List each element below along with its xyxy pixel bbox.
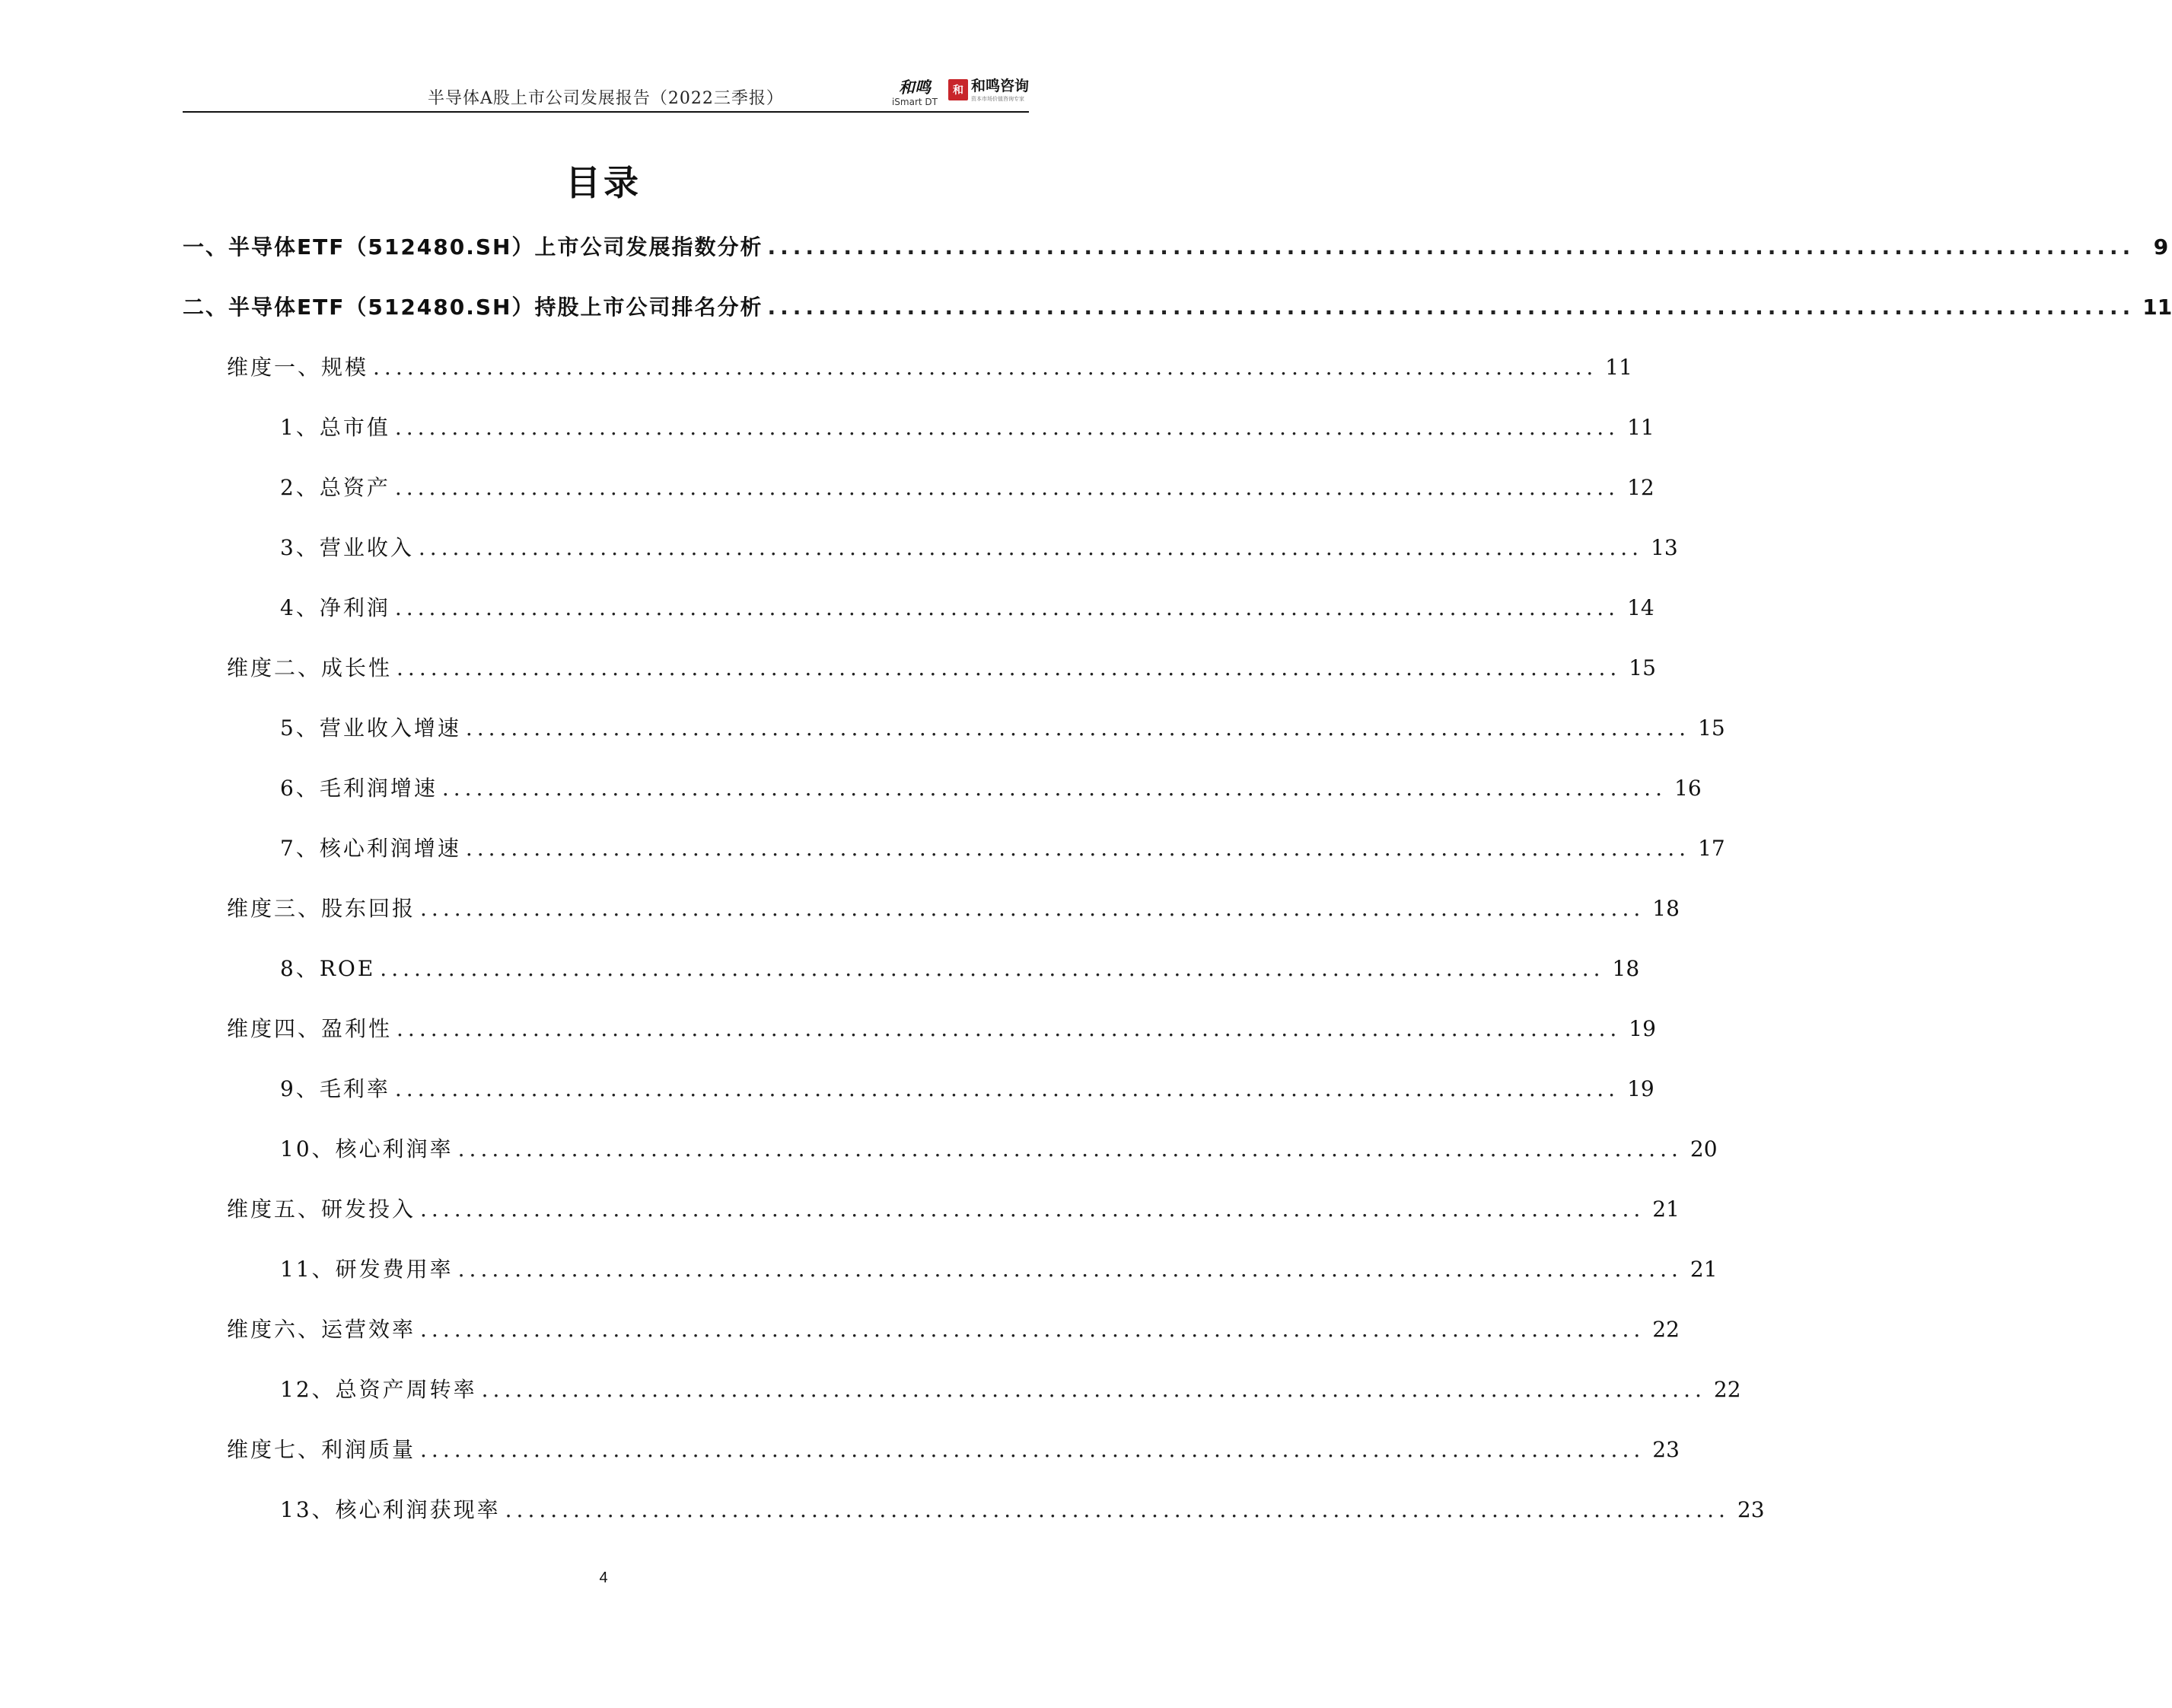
toc-entry-label: 维度一、规模 bbox=[227, 355, 369, 380]
toc-entry-page: 15 bbox=[1698, 715, 1725, 741]
toc-leader-dots: ............................................................................................................ bbox=[420, 1437, 1645, 1462]
toc-entry-page: 14 bbox=[1627, 595, 1654, 620]
toc-entry-item-12[interactable] bbox=[280, 1374, 1741, 1406]
logo-left-sub: iSmart DT bbox=[891, 97, 938, 107]
toc-entry-page: 11 bbox=[1605, 355, 1632, 380]
toc-entry-dimension-6[interactable] bbox=[227, 1314, 1680, 1346]
toc-entry-label: 一、半导体ETF（512480.SH）上市公司发展指数分析 bbox=[183, 234, 763, 260]
toc-entry-page: 13 bbox=[1651, 535, 1678, 560]
toc-entry-label: 9、毛利率 bbox=[280, 1076, 390, 1101]
toc-entry-label: 12、总资产周转率 bbox=[280, 1377, 477, 1402]
toc-entry-label: 13、核心利润获现率 bbox=[280, 1497, 501, 1522]
page-number: 4 bbox=[599, 1569, 608, 1586]
toc-entry-label: 维度六、运营效率 bbox=[227, 1317, 416, 1342]
toc-leader-dots: ............................................................................................................ bbox=[394, 1076, 1620, 1101]
toc-entry-label: 维度三、股东回报 bbox=[227, 896, 416, 921]
toc-entry-page: 21 bbox=[1690, 1257, 1718, 1282]
toc-leader-dots: ............................................................................................................ bbox=[767, 234, 2135, 260]
toc-leader-dots: ............................................................................................................ bbox=[397, 1016, 1622, 1041]
toc-leader-dots: ............................................................................................................ bbox=[394, 595, 1620, 620]
toc-leader-dots: ............................................................................................................ bbox=[465, 836, 1691, 861]
toc-entry-dimension-4[interactable] bbox=[227, 1013, 1656, 1045]
toc-entry-page: 15 bbox=[1629, 655, 1656, 680]
toc-entry-item-8[interactable] bbox=[280, 953, 1640, 985]
toc-entry-item-9[interactable] bbox=[280, 1073, 1654, 1105]
logo-left-brand: 和鸣 bbox=[898, 78, 931, 97]
toc-entry-label: 3、营业收入 bbox=[280, 535, 414, 560]
header-title: 半导体A股上市公司发展报告（2022三季报） bbox=[428, 89, 784, 108]
toc-entry-page: 23 bbox=[1652, 1437, 1680, 1462]
toc-leader-dots: ............................................................................................................ bbox=[457, 1257, 1683, 1282]
toc-entry-label: 维度四、盈利性 bbox=[227, 1016, 393, 1041]
toc-entry-label: 11、研发费用率 bbox=[280, 1257, 454, 1282]
seal-icon: 和 bbox=[948, 79, 968, 100]
toc-entry-page: 22 bbox=[1652, 1317, 1680, 1342]
toc-entry-label: 二、半导体ETF（512480.SH）持股上市公司排名分析 bbox=[183, 295, 763, 320]
toc-entry-label: 5、营业收入增速 bbox=[280, 715, 461, 741]
toc-entry-page: 12 bbox=[1627, 475, 1654, 500]
toc-entry-label: 维度七、利润质量 bbox=[227, 1437, 416, 1462]
toc-leader-dots: ............................................................................................................ bbox=[420, 1197, 1645, 1222]
toc-entry-ranking-analysis[interactable] bbox=[183, 292, 2172, 323]
toc-entry-dimension-7[interactable] bbox=[227, 1434, 1680, 1466]
toc-leader-dots: ............................................................................................................ bbox=[420, 1317, 1645, 1342]
toc-leader-dots: ............................................................................................................ bbox=[373, 355, 1598, 380]
toc-entry-label: 维度二、成长性 bbox=[227, 655, 393, 680]
toc-entry-item-7[interactable] bbox=[280, 833, 1725, 865]
toc-leader-dots: ............................................................................................................ bbox=[380, 956, 1605, 981]
toc-entry-label: 1、总市值 bbox=[280, 415, 390, 440]
toc-entry-page: 17 bbox=[1698, 836, 1725, 861]
toc-entry-page: 18 bbox=[1652, 896, 1680, 921]
toc-entry-dimension-3[interactable] bbox=[227, 893, 1680, 925]
toc-entry-page: 18 bbox=[1612, 956, 1640, 981]
toc-entry-label: 10、核心利润率 bbox=[280, 1136, 454, 1162]
toc-entry-item-11[interactable] bbox=[280, 1254, 1718, 1286]
toc-entry-page: 19 bbox=[1627, 1076, 1654, 1101]
toc-entry-label: 2、总资产 bbox=[280, 475, 390, 500]
toc-leader-dots: ............................................................................................................ bbox=[481, 1377, 1706, 1402]
toc-leader-dots: ............................................................................................................ bbox=[441, 776, 1667, 801]
toc-entry-label: 7、核心利润增速 bbox=[280, 836, 461, 861]
toc-entry-label: 维度五、研发投入 bbox=[227, 1197, 416, 1222]
toc-entry-page: 21 bbox=[1652, 1197, 1680, 1222]
toc-entry-page: 20 bbox=[1690, 1136, 1718, 1162]
toc-entry-item-1[interactable] bbox=[280, 412, 1654, 444]
toc-entry-dimension-2[interactable] bbox=[227, 652, 1656, 684]
toc-entry-label: 8、ROE bbox=[280, 956, 376, 981]
logo-right-brand: 和鸣咨询 bbox=[970, 78, 1029, 94]
logo-right-tagline: 资本市场价值咨询专家 bbox=[970, 96, 1024, 102]
toc-leader-dots: ............................................................................................................ bbox=[394, 415, 1620, 440]
toc-entry-page: 11 bbox=[2142, 295, 2172, 320]
toc-entry-page: 9 bbox=[2153, 234, 2169, 260]
toc-entry-item-2[interactable] bbox=[280, 472, 1654, 504]
toc-entry-dimension-1[interactable] bbox=[227, 352, 1632, 384]
toc-entry-item-3[interactable] bbox=[280, 532, 1678, 564]
toc-entry-page: 19 bbox=[1629, 1016, 1656, 1041]
toc-entry-page: 11 bbox=[1627, 415, 1654, 440]
toc-leader-dots: ............................................................................................................ bbox=[457, 1136, 1683, 1162]
toc-entry-item-5[interactable] bbox=[280, 712, 1725, 744]
toc-leader-dots: ............................................................................................................ bbox=[767, 295, 2135, 320]
toc-entry-label: 4、净利润 bbox=[280, 595, 390, 620]
toc-entry-page: 16 bbox=[1674, 776, 1702, 801]
toc-leader-dots: ............................................................................................................ bbox=[505, 1497, 1730, 1522]
toc-entry-item-13[interactable] bbox=[280, 1494, 1765, 1526]
toc-leader-dots: ............................................................................................................ bbox=[420, 896, 1645, 921]
toc-leader-dots: ............................................................................................................ bbox=[465, 715, 1691, 741]
toc-entry-etf-index-analysis[interactable] bbox=[183, 231, 2169, 263]
toc-entry-page: 23 bbox=[1737, 1497, 1765, 1522]
toc-title: 目录 bbox=[565, 162, 642, 203]
toc-entry-page: 22 bbox=[1713, 1377, 1741, 1402]
toc-entry-item-10[interactable] bbox=[280, 1133, 1718, 1165]
toc-entry-item-6[interactable] bbox=[280, 773, 1702, 805]
toc-leader-dots: ............................................................................................................ bbox=[394, 475, 1620, 500]
toc-leader-dots: ............................................................................................................ bbox=[418, 535, 1644, 560]
toc-entry-label: 6、毛利润增速 bbox=[280, 776, 438, 801]
toc-entry-dimension-5[interactable] bbox=[227, 1193, 1680, 1225]
toc-leader-dots: ............................................................................................................ bbox=[397, 655, 1622, 680]
toc-entry-item-4[interactable] bbox=[280, 592, 1654, 624]
